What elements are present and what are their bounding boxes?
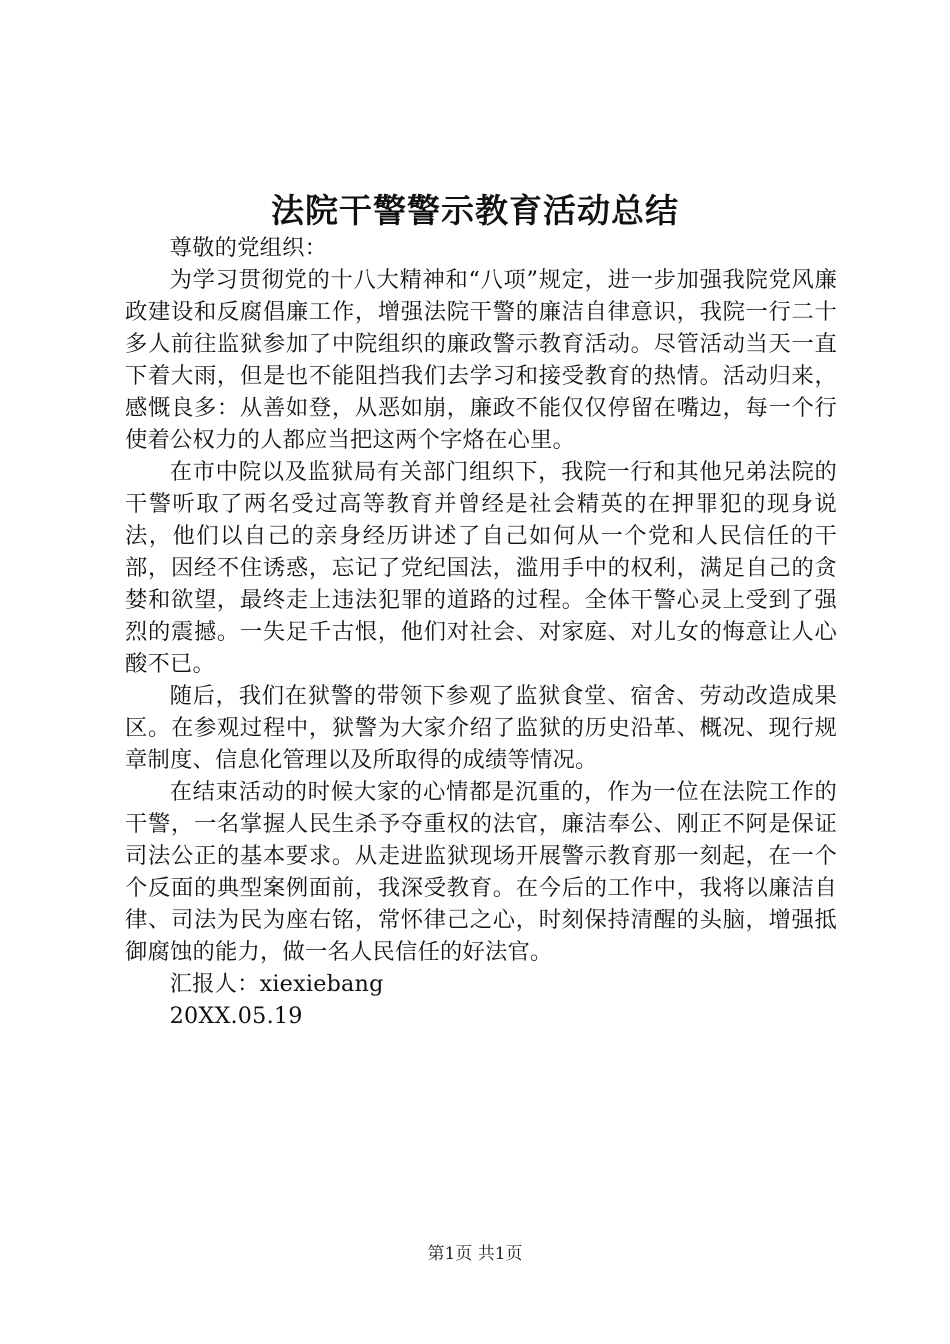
page-number-footer: 第1页 共1页 <box>427 1244 523 1264</box>
document-title: 法院干警警示教育活动总结 <box>271 191 679 230</box>
salutation: 尊敬的党组织： <box>169 235 328 261</box>
paragraph-3: 随后，我们在狱警的带领下参观了监狱食堂、宿舍、劳动改造成果区。在参观过程中，狱警为大家介绍了监狱的历史沿革、概况、现行规章制度、信息化管理以及所取得的成绩等情况。 <box>125 683 837 773</box>
paragraph-2: 在市中院以及监狱局有关部门组织下，我院一行和其他兄弟法院的干警听取了两名受过高等教育并曾经是社会精英的在押罪犯的现身说法，他们以自己的亲身经历讲述了自己如何从一个党和人民信任的干部，因经不住诱惑，忘记了党纪国法，滥用手中的权利，满足自己的贪婪和欲望，最终走上违法犯罪的道路的过程。全体干警心灵上受到了强烈的震撼。一失足千古恨，他们对社会、对家庭、对儿女的悔意让人心酸不已。 <box>125 459 837 677</box>
document-body <box>125 232 837 1032</box>
paragraph-1: 为学习贯彻党的十八大精神和“八项”规定，进一步加强我院党风廉政建设和反腐倡廉工作，增强法院干警的廉洁自律意识，我院一行二十多人前往监狱参加了中院组织的廉政警示教育活动。尽管活动当天一直下着大雨，但是也不能阻挡我们去学习和接受教育的热情。活动归来，感慨良多：从善如登，从恶如崩，廉政不能仅仅停留在嘴边，每一个行使着公权力的人都应当把这两个字烙在心里。 <box>125 267 837 453</box>
reporter-line: 汇报人：xiexiebang <box>169 971 384 997</box>
paragraph-4: 在结束活动的时候大家的心情都是沉重的，作为一位在法院工作的干警，一名掌握人民生杀予夺重权的法官，廉洁奉公、刚正不阿是保证司法公正的基本要求。从走进监狱现场开展警示教育那一刻起，在一个个反面的典型案例面前，我深受教育。在今后的工作中，我将以廉洁自律、司法为民为座右铭，常怀律己之心，时刻保持清醒的头脑，增强抵御腐蚀的能力，做一名人民信任的好法官。 <box>125 779 837 965</box>
date-line: 20XX.05.19 <box>169 1003 303 1029</box>
